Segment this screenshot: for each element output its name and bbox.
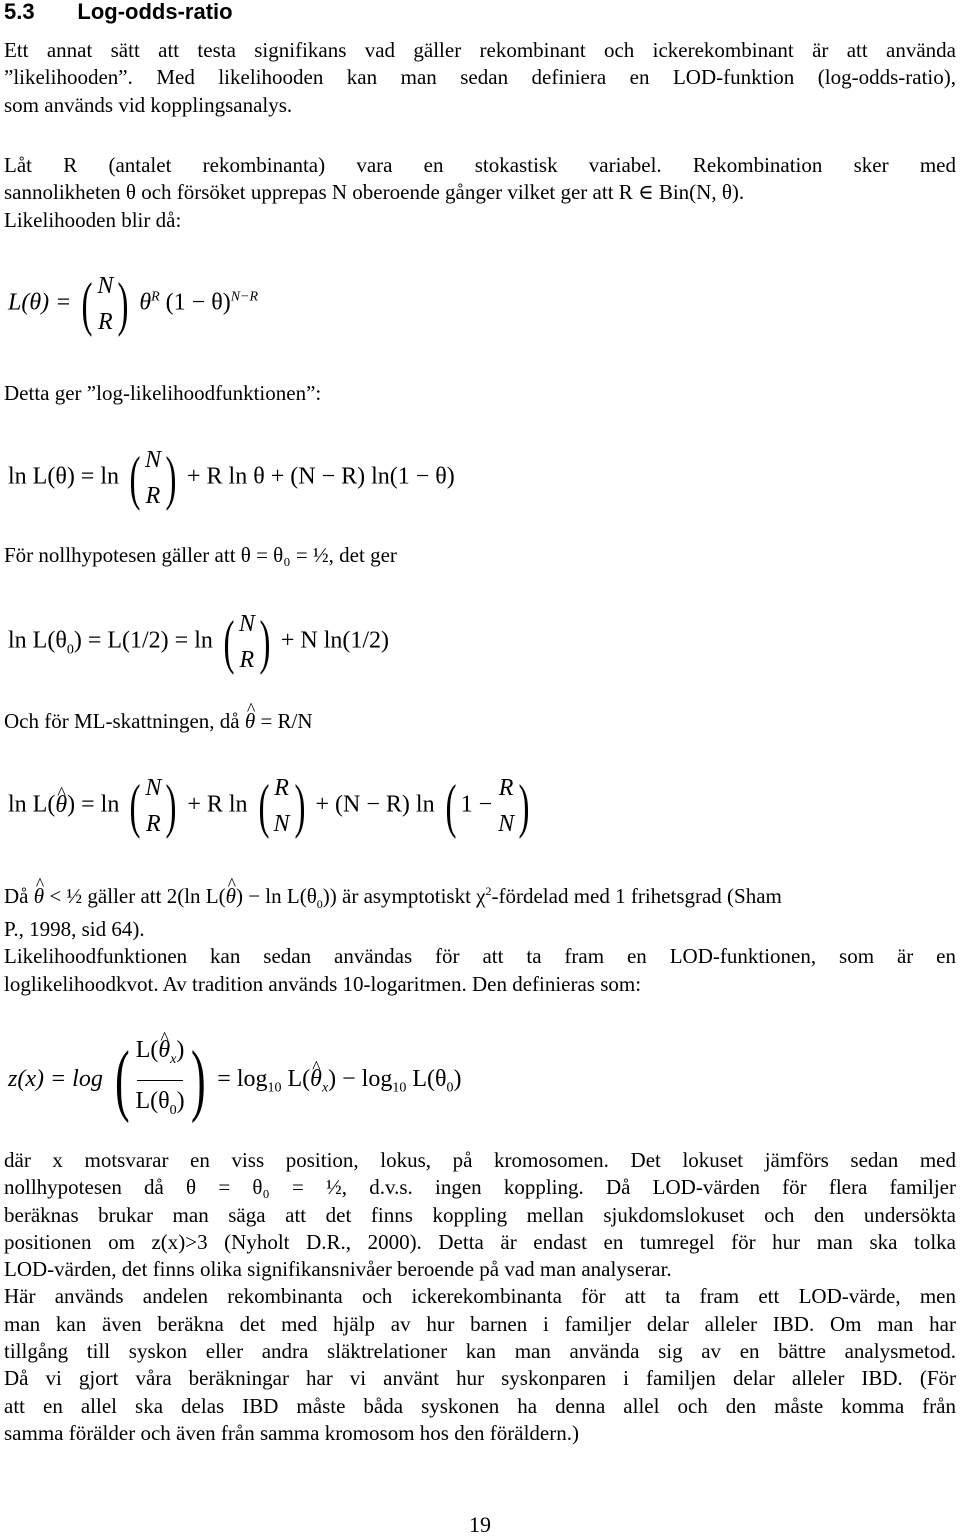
text-line: Likelihoodfunktionen kan sedan användas för att ta fram en LOD-funktionen, som är en <box>4 944 956 969</box>
text-line: Då vi gjort våra beräkningar har vi använt hur syskonparen i familjen delar alleler IBD. (För <box>4 1366 956 1391</box>
paragraph-null-hypothesis <box>4 542 956 569</box>
binomial: N R <box>238 611 255 673</box>
binomial: N R <box>145 447 162 509</box>
eq-term: θ <box>139 289 152 316</box>
text-line: Och för ML-skattningen, då ^ θ = R/N <box>4 708 956 735</box>
eq-lhs: ln L(θ) = ln <box>8 463 120 490</box>
paragraph-lod <box>4 916 956 998</box>
equation-lod-function: z(x) = log ( $\frac{L(\^{} \theta_x)}{L(\theta_0)}$ ) = $\log_{10}$ L(^ $\theta_x) - \log_{10} L(\theta_0)$ <box>8 1030 462 1131</box>
text-line: man kan även beräkna det med hjälp av hur barnen i familjer delar alleler IBD. Om man har <box>4 1311 956 1336</box>
equation-log-likelihood: ln L(θ) = ln ( N R ) + R ln θ + (N − R) ln(1 − θ) <box>8 442 455 514</box>
section-title: Log-odds-ratio <box>77 0 233 24</box>
text-line: Likelihooden blir då: <box>4 207 182 232</box>
equation-null: $\ln L(\theta_0) = L(1/2) = \ln$ ( N R ) + N ln(1/2) <box>8 606 389 678</box>
text-line: Detta ger ”log-likelihoodfunktionen”: <box>4 381 322 405</box>
text-line: loglikelihoodkvot. Av tradition används 10-logaritmen. Den definieras som: <box>4 971 642 996</box>
text-line: som används vid kopplingsanalys. <box>4 92 293 117</box>
paragraph-definition <box>4 152 956 234</box>
fraction: $\frac{L(\^{} \theta_x)}{L(\theta_0)}$ <box>135 1030 184 1131</box>
fraction: R N <box>273 775 290 837</box>
text-line: positionen om z(x)>3 (Nyholt D.R., 2000). Detta är endast en tumregel för hur man ska tolka <box>4 1229 956 1254</box>
text-line: Låt R (antalet rekombinanta) vara en stokastisk variabel. Rekombination sker med <box>4 153 956 177</box>
section-heading <box>4 0 233 26</box>
text-line: LOD-värden, det finns olika signifikansnivåer beroende på vad man analyserar. <box>4 1257 672 1282</box>
text-line: sannolikheten θ och försöket upprepas N oberoende gånger vilket ger att R ∈ Bin(N, θ). <box>4 180 745 205</box>
paragraph-ml-estimate <box>4 708 956 735</box>
text-line: nollhypotesen då θ = θ₀ = ½, d.v.s. ingen koppling. Då LOD-värden för flera familjer <box>4 1175 956 1200</box>
text-line: tillgång till syskon eller andra släktrelationer kan man använda sig av en bättre analysmetod. <box>4 1339 956 1364</box>
fraction: R N <box>498 775 515 837</box>
paragraph-discussion <box>4 1147 956 1447</box>
equation-ml: ln L(^ θ) = ln ( N R ) + R ln ( R N ) + (N − R) ln ( 1 − R N ) <box>8 770 534 842</box>
paragraph-asymptotic <box>4 878 956 912</box>
text-line: att en allel ska delas IBD måste båda syskonen ha denna allel och den måste komma från <box>4 1393 956 1418</box>
text-line: beräknas brukar man säga att det finns koppling mellan sjukdomslokuset och den undersökta <box>4 1202 956 1227</box>
text-line: Då ^ θ < ½ gäller att 2(ln L(^ $\theta) - \ln L(\theta_0)$) är asymptotiskt $\chi^2$-fördelad med 1 frihetsgrad (Sham <box>4 878 956 905</box>
text-line: Här används andelen rekombinanta och ickerekombinanta för att ta fram ett LOD-värde, men <box>4 1284 956 1309</box>
binomial: N R <box>97 273 114 335</box>
page-number: 19 <box>469 1512 491 1537</box>
text-line: Ett annat sätt att testa signifikans vad gäller rekombinant och ickerekombinant är att använda <box>4 38 956 62</box>
section-number: 5.3 <box>4 0 35 24</box>
eq-term: + R ln θ + (N − R) ln(1 − θ) <box>187 463 455 490</box>
text-line: För nollhypotesen gäller att θ = θ₀ = ½, det ger <box>4 543 397 567</box>
paragraph-loglik <box>4 380 956 407</box>
text-line: ”likelihooden”. Med likelihooden kan man sedan definiera en LOD-funktion (log-odds-ratio), <box>4 65 956 90</box>
text-line: P., 1998, sid 64). <box>4 917 145 941</box>
eq-term: (1 − θ) <box>165 289 231 316</box>
binomial: N R <box>145 775 162 837</box>
text-line: samma förälder och även från samma kromosom hos den föräldern.) <box>4 1420 579 1445</box>
text-line: där x motsvarar en viss position, lokus, på kromosomen. Det lokuset jämförs sedan med <box>4 1148 956 1172</box>
eq-lhs: L(θ) = <box>8 289 72 316</box>
paragraph-intro <box>4 37 956 119</box>
equation-likelihood: L(θ) = ( N R ) $\theta^R$ $(1 - \theta)^{N-R}$ <box>8 268 258 340</box>
